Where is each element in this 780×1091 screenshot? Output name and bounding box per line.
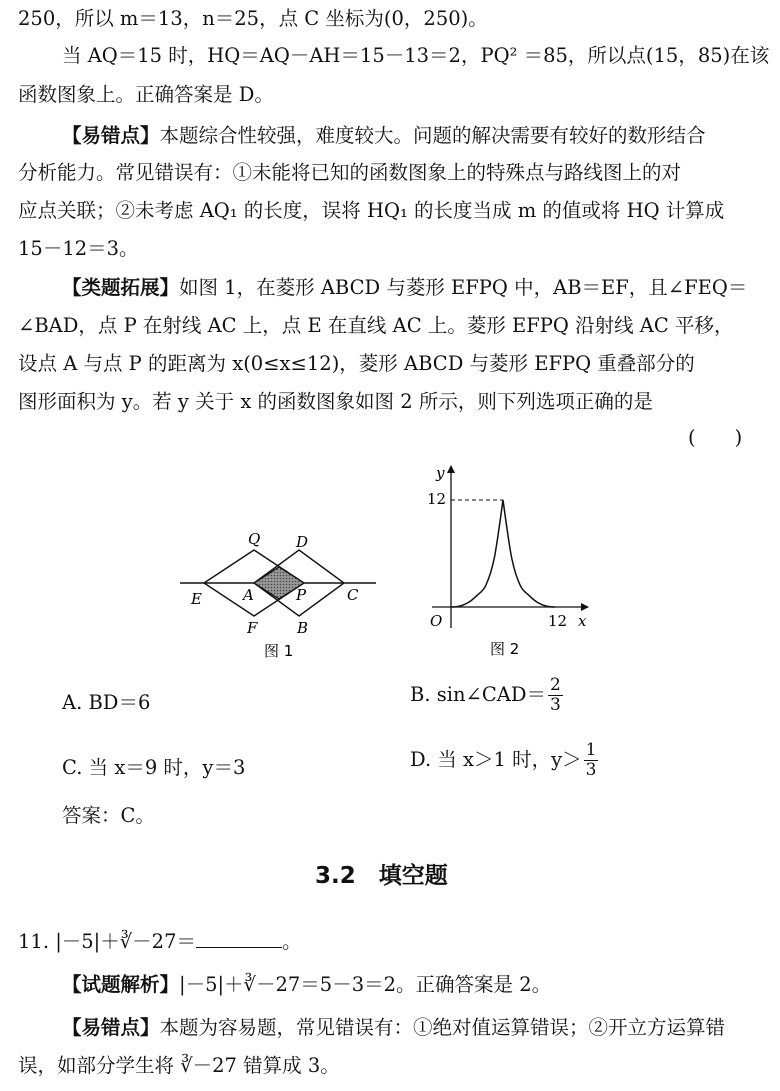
text-line-11: 图形面积为 y。若 y 关于 x 的函数图象如图 2 所示，则下列选项正确的是 [18, 390, 653, 413]
option-d-numerator: 1 [585, 740, 597, 760]
text-line-7: 15－12＝3。 [18, 237, 139, 260]
label-e: E [191, 590, 202, 608]
analysis-tag: 【试题解析】 [62, 973, 180, 996]
answer-blank [196, 929, 282, 948]
y-tick-label: 12 [427, 490, 447, 508]
extension-paragraph [62, 275, 747, 301]
option-d [410, 741, 598, 780]
option-c: C. 当 x＝9 时，y＝3 [62, 756, 246, 779]
option-b [410, 676, 563, 715]
label-c: C [347, 586, 359, 604]
q11-error-line-2: 误，如部分学生将 ∛－27 错算成 3。 [18, 1054, 340, 1077]
label-p: P [296, 586, 307, 604]
text-line-5: 分析能力。常见错误有：①未能将已知的函数图象上的特殊点与路线图上的对 [18, 161, 682, 184]
q11-error-tag: 【易错点】 [62, 1016, 160, 1039]
answer-parentheses: ( ) [688, 426, 743, 449]
label-f: F [247, 619, 258, 637]
q11-error-text: 本题为容易题，常见错误有：①绝对值运算错误；②开立方运算错 [159, 1016, 726, 1039]
option-b-text: B. sin∠CAD＝ [410, 683, 547, 706]
question-11-text: 11. |－5|＋∛－27＝ [18, 930, 196, 953]
option-a: A. BD＝6 [62, 691, 151, 714]
figure-2-function-graph [412, 458, 598, 663]
x-tick-label: 12 [548, 612, 568, 630]
label-a: A [243, 586, 254, 604]
text-line-9: ∠BAD，点 P 在射线 AC 上，点 E 在直线 AC 上。菱形 EFPQ 沿射线 AC 平移， [18, 314, 734, 337]
analysis-paragraph [62, 972, 551, 998]
option-d-fraction [584, 741, 599, 780]
option-b-denominator: 3 [550, 695, 561, 715]
option-d-denominator: 3 [585, 760, 597, 780]
section-heading: 3.2 填空题 [315, 863, 448, 889]
q11-error-paragraph [62, 1015, 725, 1041]
label-b: B [297, 619, 309, 637]
text-line-10: 设点 A 与点 P 的距离为 x(0≤x≤12)，菱形 ABCD 与菱形 EFPQ 重叠部分的 [18, 352, 695, 375]
analysis-text: |－5|＋∛－27＝5－3＝2。正确答案是 2。 [179, 973, 552, 996]
label-q: Q [248, 530, 261, 548]
text-line-1: 250，所以 m＝13，n＝25，点 C 坐标为(0，250)。 [18, 7, 488, 30]
figure-1-rhombus-diagram [180, 520, 390, 665]
extension-tag: 【类题拓展】 [62, 276, 180, 299]
y-axis-label: y [436, 464, 445, 482]
answer-line: 答案：C。 [62, 804, 155, 827]
figure-2-caption: 图 2 [490, 640, 520, 658]
x-axis-label: x [578, 612, 587, 630]
text-line-2: 当 AQ＝15 时，HQ＝AQ－AH＝15－13＝2，PQ² ＝85，所以点(15，85)在该 [62, 44, 770, 67]
option-b-numerator: 2 [550, 675, 561, 695]
error-point-text: 本题综合性较强，难度较大。问题的解决需要有较好的数形结合 [159, 124, 706, 147]
option-d-text: D. 当 x＞1 时，y＞ [410, 748, 582, 771]
function-curve [451, 500, 555, 607]
text-line-6: 应点关联；②未考虑 AQ₁ 的长度，误将 HQ₁ 的长度当成 m 的值或将 HQ 计算成 [18, 199, 725, 222]
error-point-tag: 【易错点】 [62, 124, 160, 147]
option-b-fraction [548, 676, 563, 715]
extension-text: 如图 1，在菱形 ABCD 与菱形 EFPQ 中，AB＝EF，且∠FEQ＝ [179, 276, 748, 299]
label-d: D [296, 533, 309, 551]
question-11 [18, 929, 302, 955]
origin-label: O [430, 612, 443, 630]
question-11-end: 。 [282, 930, 302, 953]
text-line-3: 函数图象上。正确答案是 D。 [18, 83, 274, 106]
figure-1-caption: 图 1 [264, 642, 294, 660]
error-point-paragraph [62, 123, 706, 149]
